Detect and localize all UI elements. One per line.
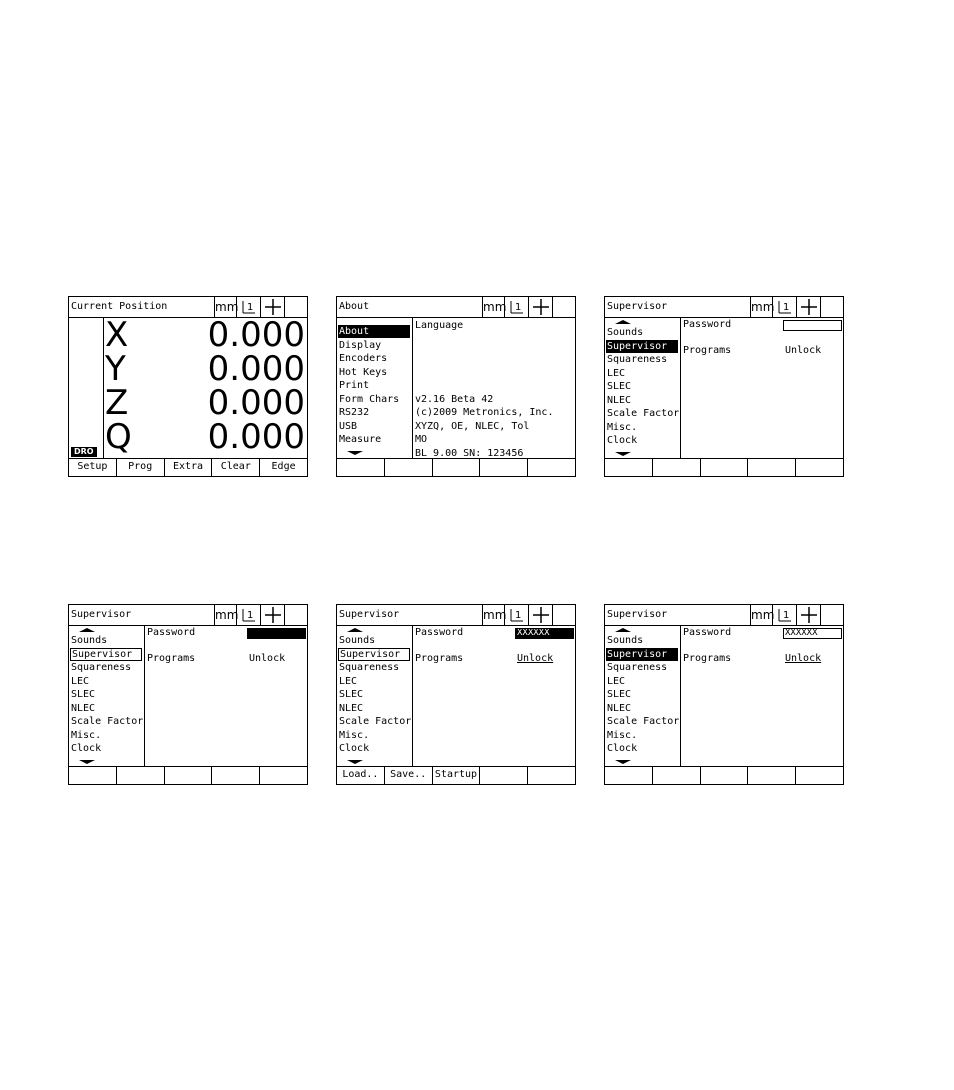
supervisor-screen-4	[604, 604, 844, 785]
softkey-2[interactable]	[652, 767, 700, 784]
softkey-5[interactable]	[259, 767, 307, 784]
units-button[interactable]: mm	[214, 297, 236, 317]
softkey-1[interactable]	[69, 767, 116, 784]
reference-icon[interactable]	[504, 605, 528, 625]
title-bar	[69, 605, 307, 626]
menu-item-nlec[interactable]: NLEC	[339, 703, 364, 714]
mode-strip	[69, 318, 104, 459]
menu-item-lec[interactable]: LEC	[339, 676, 358, 687]
copyright-text: (c)2009 Metronics, Inc.	[415, 407, 554, 418]
svg-text:1: 1	[515, 610, 522, 621]
softkey-4[interactable]	[479, 767, 527, 784]
supervisor-content	[682, 318, 843, 459]
menu-item-misc[interactable]: Misc.	[607, 730, 638, 741]
scroll-up-icon[interactable]	[615, 320, 631, 324]
title-bar	[605, 297, 843, 318]
softkey-load[interactable]: Load..	[342, 769, 379, 780]
scroll-down-icon[interactable]	[347, 451, 363, 455]
menu-item-supervisor[interactable]: Supervisor	[606, 648, 678, 661]
blank-toolbar-button[interactable]	[284, 605, 307, 625]
softkey-5[interactable]	[795, 767, 843, 784]
softkey-2[interactable]	[652, 459, 700, 476]
menu-item-slec[interactable]: SLEC	[71, 689, 96, 700]
menu-item-sounds[interactable]: Sounds	[71, 635, 108, 646]
menu-item-clock[interactable]: Clock	[607, 743, 638, 754]
svg-text:1: 1	[247, 302, 254, 313]
svg-text:1: 1	[783, 610, 790, 621]
blank-toolbar-button[interactable]	[820, 297, 843, 317]
unlock-link[interactable]: Unlock	[517, 653, 554, 664]
title-bar	[337, 297, 575, 318]
title-bar	[605, 605, 843, 626]
softkey-5[interactable]	[795, 459, 843, 476]
menu-item-sounds[interactable]: Sounds	[607, 635, 644, 646]
scroll-up-icon[interactable]	[79, 628, 95, 632]
serial-text: BL 9.00 SN: 123456	[415, 448, 524, 459]
units-button[interactable]: mm	[482, 297, 504, 317]
programs-label: Programs	[147, 653, 196, 664]
programs-label: Programs	[683, 345, 732, 356]
reference-icon[interactable]	[772, 297, 796, 317]
menu-item-lec[interactable]: LEC	[71, 676, 90, 687]
crosshair-icon[interactable]	[260, 297, 284, 317]
password-label: Password	[415, 627, 464, 638]
softkey-4[interactable]	[211, 767, 259, 784]
unlock-link[interactable]: Unlock	[785, 653, 822, 664]
menu-item-encoders[interactable]: Encoders	[339, 353, 388, 364]
axis-label-y: Y	[105, 349, 126, 389]
screen-title: About	[339, 301, 370, 312]
axis-label-z: Z	[105, 383, 129, 423]
menu-item-misc[interactable]: Misc.	[71, 730, 102, 741]
softkey-edge[interactable]: Edge	[259, 459, 307, 476]
menu-item-scale-factor[interactable]: Scale Factor	[607, 716, 680, 727]
menu-item-lec[interactable]: LEC	[607, 676, 626, 687]
softkey-clear[interactable]: Clear	[211, 459, 259, 476]
scroll-down-icon[interactable]	[615, 760, 631, 764]
password-field[interactable]: XXXXXX	[783, 628, 842, 639]
current-position-screen	[68, 296, 308, 477]
axis-label-q: Q	[105, 417, 132, 457]
language-label[interactable]: Language	[415, 320, 464, 331]
menu-item-slec[interactable]: SLEC	[607, 381, 632, 392]
menu-item-supervisor[interactable]: Supervisor	[606, 340, 678, 353]
password-label: Password	[683, 627, 732, 638]
scroll-down-icon[interactable]	[615, 452, 631, 456]
menu-item-nlec[interactable]: NLEC	[607, 395, 632, 406]
crosshair-icon[interactable]	[528, 297, 552, 317]
menu-item-nlec[interactable]: NLEC	[71, 703, 96, 714]
menu-item-nlec[interactable]: NLEC	[607, 703, 632, 714]
screen-title: Current Position	[71, 301, 168, 312]
blank-toolbar-button[interactable]	[820, 605, 843, 625]
softkey-1[interactable]	[605, 459, 652, 476]
scroll-up-icon[interactable]	[347, 628, 363, 632]
menu-item-clock[interactable]: Clock	[71, 743, 102, 754]
axis-value-z: 0.000	[207, 383, 305, 423]
menu-item-about[interactable]: About	[338, 325, 410, 338]
units-button[interactable]: mm	[214, 605, 236, 625]
menu-item-squareness[interactable]: Squareness	[71, 662, 132, 673]
softkey-bar	[605, 766, 843, 784]
supervisor-screen-2	[68, 604, 308, 785]
softkey-bar	[69, 458, 307, 476]
softkey-save[interactable]: Save..	[384, 767, 432, 784]
screen-title: Supervisor	[607, 609, 668, 620]
softkey-bar	[605, 458, 843, 476]
blank-toolbar-button[interactable]	[284, 297, 307, 317]
menu-item-slec[interactable]: SLEC	[339, 689, 364, 700]
dro-badge: DRO	[71, 447, 97, 457]
softkey-3[interactable]	[700, 459, 748, 476]
supervisor-content	[146, 626, 307, 767]
units-button[interactable]: mm	[482, 605, 504, 625]
crosshair-icon[interactable]	[528, 605, 552, 625]
units-button[interactable]: mm	[750, 297, 772, 317]
svg-text:1: 1	[247, 610, 254, 621]
crosshair-icon[interactable]	[796, 297, 820, 317]
screen-title: Supervisor	[607, 301, 668, 312]
axis-label-x: X	[105, 315, 129, 355]
menu-item-measure[interactable]: Measure	[339, 434, 382, 445]
setup-menu	[69, 626, 145, 767]
menu-item-form-chars[interactable]: Form Chars	[339, 394, 400, 405]
menu-item-lec[interactable]: LEC	[607, 368, 626, 379]
password-label: Password	[147, 627, 196, 638]
axis-value-x: 0.000	[207, 315, 305, 355]
setup-menu	[605, 626, 681, 767]
menu-item-hot-keys[interactable]: Hot Keys	[339, 367, 388, 378]
softkey-4[interactable]	[747, 459, 795, 476]
password-field[interactable]	[247, 628, 306, 639]
menu-item-clock[interactable]: Clock	[607, 435, 638, 446]
softkey-1[interactable]	[337, 459, 384, 476]
softkey-startup[interactable]: Startup	[432, 767, 480, 784]
softkey-1[interactable]	[605, 767, 652, 784]
unlock-value[interactable]: Unlock	[249, 653, 286, 664]
menu-item-clock[interactable]: Clock	[339, 743, 370, 754]
setup-menu	[605, 318, 681, 459]
crosshair-icon[interactable]	[260, 605, 284, 625]
scroll-down-icon[interactable]	[79, 760, 95, 764]
screen-title: Supervisor	[71, 609, 132, 620]
menu-item-squareness[interactable]: Squareness	[607, 662, 668, 673]
softkey-extra[interactable]: Extra	[164, 459, 212, 476]
softkey-5[interactable]	[527, 459, 575, 476]
reference-icon[interactable]	[236, 605, 260, 625]
options-text: XYZQ, OE, NLEC, Tol	[415, 421, 530, 432]
menu-item-misc[interactable]: Misc.	[607, 422, 638, 433]
softkey-4[interactable]	[479, 459, 527, 476]
screen-title: Supervisor	[339, 609, 400, 620]
softkey-prog[interactable]: Prog	[116, 459, 164, 476]
svg-text:1: 1	[783, 302, 790, 313]
setup-menu	[337, 318, 413, 459]
title-bar	[337, 605, 575, 626]
about-content	[414, 318, 575, 459]
axis-value-q: 0.000	[207, 417, 305, 457]
supervisor-screen-1	[604, 296, 844, 477]
scroll-up-icon[interactable]	[615, 628, 631, 632]
axis-value-y: 0.000	[207, 349, 305, 389]
crosshair-icon[interactable]	[796, 605, 820, 625]
softkey-3[interactable]	[700, 767, 748, 784]
reference-icon[interactable]	[772, 605, 796, 625]
menu-item-scale-factor[interactable]: Scale Factor	[339, 716, 412, 727]
scroll-down-icon[interactable]	[347, 760, 363, 764]
softkey-setup[interactable]: Setup	[77, 461, 108, 472]
reference-icon[interactable]	[504, 297, 528, 317]
menu-item-slec[interactable]: SLEC	[607, 689, 632, 700]
menu-item-print[interactable]: Print	[339, 380, 370, 391]
menu-item-misc[interactable]: Misc.	[339, 730, 370, 741]
svg-text:1: 1	[515, 302, 522, 313]
softkey-3[interactable]	[164, 767, 212, 784]
softkey-5[interactable]	[527, 767, 575, 784]
blank-toolbar-button[interactable]	[552, 297, 575, 317]
menu-item-display[interactable]: Display	[339, 340, 382, 351]
softkey-bar	[337, 766, 575, 784]
softkey-2[interactable]	[116, 767, 164, 784]
menu-item-scale-factor[interactable]: Scale Factor	[607, 408, 680, 419]
blank-toolbar-button[interactable]	[552, 605, 575, 625]
setup-menu	[337, 626, 413, 767]
version-text: v2.16 Beta 42	[415, 394, 494, 405]
menu-item-rs232[interactable]: RS232	[339, 407, 370, 418]
about-screen	[336, 296, 576, 477]
programs-label: Programs	[683, 653, 732, 664]
supervisor-content	[682, 626, 843, 767]
password-field[interactable]: XXXXXX	[515, 628, 574, 639]
supervisor-screen-3	[336, 604, 576, 785]
menu-item-squareness[interactable]: Squareness	[339, 662, 400, 673]
softkey-3[interactable]	[432, 459, 480, 476]
softkey-bar	[337, 458, 575, 476]
menu-item-supervisor[interactable]: Supervisor	[338, 648, 410, 661]
softkey-bar	[69, 766, 307, 784]
unlock-value[interactable]: Unlock	[785, 345, 822, 356]
softkey-4[interactable]	[747, 767, 795, 784]
password-label: Password	[683, 319, 732, 330]
reference-icon[interactable]	[236, 297, 260, 317]
menu-item-supervisor[interactable]: Supervisor	[70, 648, 142, 661]
password-field[interactable]	[783, 320, 842, 331]
supervisor-content	[414, 626, 575, 767]
menu-item-scale-factor[interactable]: Scale Factor	[71, 716, 144, 727]
menu-item-squareness[interactable]: Squareness	[607, 354, 668, 365]
programs-label: Programs	[415, 653, 464, 664]
menu-item-sounds[interactable]: Sounds	[339, 635, 376, 646]
units-button[interactable]: mm	[750, 605, 772, 625]
menu-item-sounds[interactable]: Sounds	[607, 327, 644, 338]
softkey-2[interactable]	[384, 459, 432, 476]
model-text: MO	[415, 434, 428, 445]
menu-item-usb[interactable]: USB	[339, 421, 358, 432]
